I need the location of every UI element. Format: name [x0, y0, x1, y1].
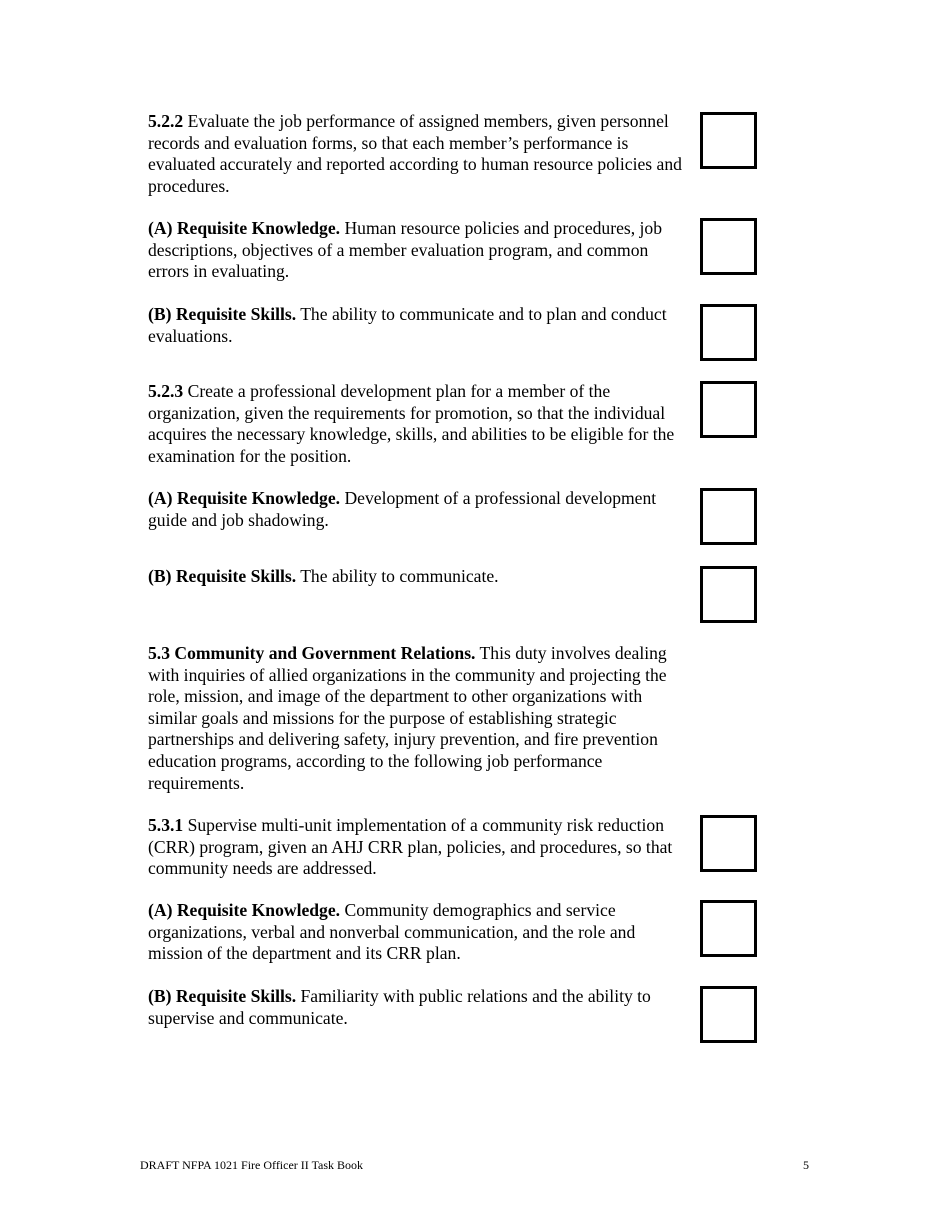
- section-label: 5.3.1: [148, 815, 184, 835]
- jpr-5-2-2-skills: [148, 304, 683, 347]
- signoff-checkbox-5-3-1-a[interactable]: [700, 900, 757, 957]
- footer-title: DRAFT NFPA 1021 Fire Officer II Task Book: [140, 1158, 364, 1172]
- signoff-checkbox-5-2-3-a[interactable]: [700, 488, 757, 545]
- jpr-5-2-3-skills: [148, 566, 683, 588]
- jpr-5-2-2-knowledge: [148, 218, 683, 283]
- section-label: (B) Requisite Skills.: [148, 566, 297, 586]
- signoff-checkbox-5-2-2[interactable]: [700, 112, 757, 169]
- section-text: Create a professional development plan for a member of the organization, given the requirements for promotion, so that the individual acquires the necessary knowledge, skills, and abilities to be eligible for the examination for the position.: [148, 381, 675, 466]
- duty-5-3: [148, 643, 683, 794]
- page-number: 5: [803, 1158, 809, 1172]
- jpr-5-3-1-knowledge: [148, 900, 683, 965]
- section-text: Community demographics and service organizations, verbal and nonverbal communication, and the role and mission of the department and its CRR plan.: [148, 900, 636, 964]
- signoff-checkbox-5-3-1[interactable]: [700, 815, 757, 872]
- section-label: (B) Requisite Skills.: [148, 304, 297, 324]
- section-label: 5.2.2: [148, 111, 184, 131]
- section-text: Familiarity with public relations and the ability to supervise and communicate.: [148, 986, 651, 1028]
- section-label: (A) Requisite Knowledge.: [148, 488, 341, 508]
- jpr-5-2-2: [148, 111, 683, 197]
- section-text: The ability to communicate.: [296, 566, 499, 586]
- section-text: The ability to communicate and to plan and conduct evaluations.: [148, 304, 667, 346]
- section-label: 5.3 Community and Government Relations.: [148, 643, 476, 663]
- section-text: This duty involves dealing with inquiries of allied organizations in the community and projecting the role, mission, and image of the department to other organizations with similar goals and missions for the purpose of establishing strategic partnerships and delivering safety, injury prevention, and fire prevention education programs, according to the following job performance requirements.: [148, 643, 667, 793]
- section-label: (A) Requisite Knowledge.: [148, 218, 341, 238]
- jpr-5-2-3: [148, 381, 683, 467]
- section-text: Human resource policies and procedures, job descriptions, objectives of a member evaluation program, and common errors in evaluating.: [148, 218, 663, 282]
- section-text: Evaluate the job performance of assigned members, given personnel records and evaluation forms, so that each member’s performance is evaluated accurately and reported according to human resource policies and procedures.: [148, 111, 682, 196]
- jpr-5-3-1-skills: [148, 986, 683, 1029]
- signoff-checkbox-5-3-1-b[interactable]: [700, 986, 757, 1043]
- section-label: 5.2.3: [148, 381, 184, 401]
- signoff-checkbox-5-2-2-a[interactable]: [700, 218, 757, 275]
- signoff-checkbox-5-2-2-b[interactable]: [700, 304, 757, 361]
- jpr-5-2-3-knowledge: [148, 488, 683, 531]
- jpr-5-3-1: [148, 815, 683, 880]
- section-label: (B) Requisite Skills.: [148, 986, 297, 1006]
- section-text: Supervise multi-unit implementation of a community risk reduction (CRR) program, given an AHJ CRR plan, policies, and procedures, so that community needs are addressed.: [148, 815, 673, 879]
- signoff-checkbox-5-2-3-b[interactable]: [700, 566, 757, 623]
- section-text: Development of a professional development guide and job shadowing.: [148, 488, 657, 530]
- signoff-checkbox-5-2-3[interactable]: [700, 381, 757, 438]
- section-label: (A) Requisite Knowledge.: [148, 900, 341, 920]
